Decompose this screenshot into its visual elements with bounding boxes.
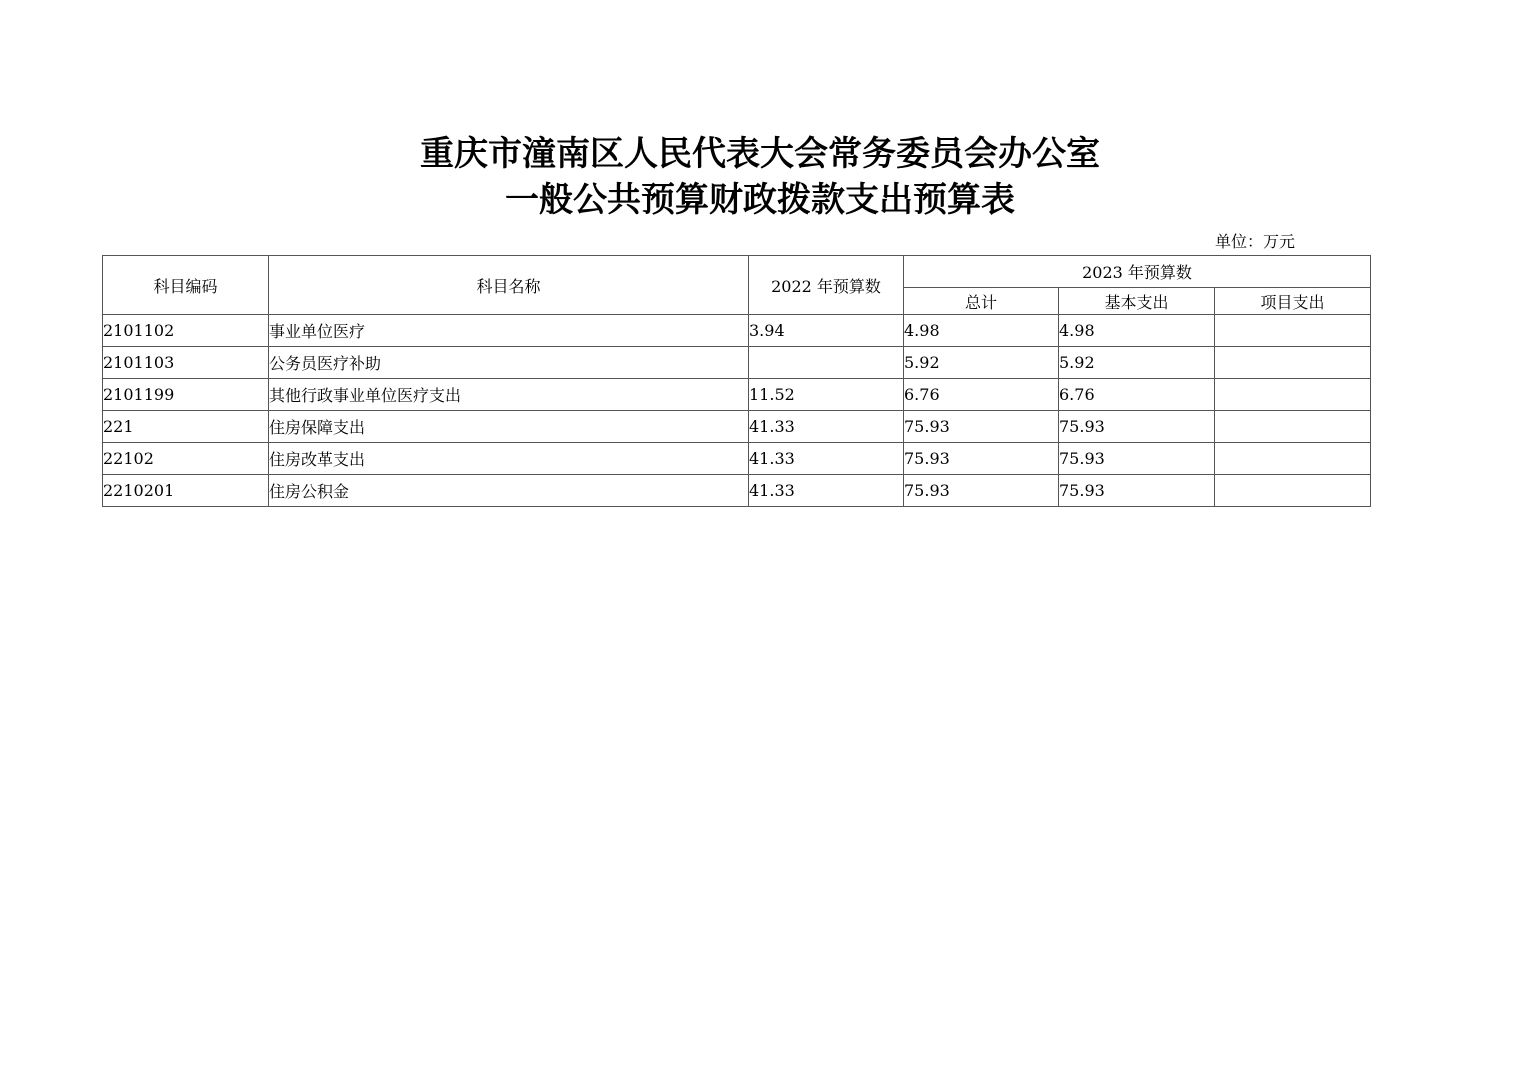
- cell-name: 住房保障支出: [269, 411, 749, 443]
- cell-project: [1215, 379, 1371, 411]
- table-row: [103, 315, 1371, 347]
- cell-name: 住房改革支出: [269, 443, 749, 475]
- cell-code: 22102: [103, 443, 269, 475]
- cell-total: 75.93: [904, 475, 1059, 507]
- header-total: 总计: [904, 288, 1059, 315]
- cell-project: [1215, 411, 1371, 443]
- cell-basic: 4.98: [1059, 315, 1215, 347]
- table-row: [103, 475, 1371, 507]
- cell-basic: 75.93: [1059, 411, 1215, 443]
- header-budget-2023: 2023 年预算数: [904, 256, 1371, 288]
- cell-code: 221: [103, 411, 269, 443]
- cell-basic: 5.92: [1059, 347, 1215, 379]
- cell-budget-2022: 11.52: [749, 379, 904, 411]
- cell-name: 事业单位医疗: [269, 315, 749, 347]
- cell-budget-2022: 41.33: [749, 475, 904, 507]
- cell-code: 2101103: [103, 347, 269, 379]
- cell-project: [1215, 347, 1371, 379]
- cell-project: [1215, 315, 1371, 347]
- cell-budget-2022: [749, 347, 904, 379]
- cell-budget-2022: 3.94: [749, 315, 904, 347]
- budget-table: [102, 255, 1371, 507]
- table-row: [103, 347, 1371, 379]
- cell-project: [1215, 443, 1371, 475]
- header-basic: 基本支出: [1059, 288, 1215, 315]
- document-title-line1: 重庆市潼南区人民代表大会常务委员会办公室: [420, 134, 1100, 174]
- table-row: [103, 411, 1371, 443]
- cell-code: 2210201: [103, 475, 269, 507]
- cell-total: 75.93: [904, 411, 1059, 443]
- unit-label: 单位：万元: [1215, 232, 1296, 251]
- cell-name: 公务员医疗补助: [269, 347, 749, 379]
- cell-total: 6.76: [904, 379, 1059, 411]
- cell-code: 2101102: [103, 315, 269, 347]
- document-title-line2: 一般公共预算财政拨款支出预算表: [505, 180, 1015, 220]
- header-name: 科目名称: [269, 256, 749, 315]
- table-row: [103, 443, 1371, 475]
- header-budget-2022: 2022 年预算数: [749, 256, 904, 315]
- cell-total: 4.98: [904, 315, 1059, 347]
- table-row: [103, 379, 1371, 411]
- header-project: 项目支出: [1215, 288, 1371, 315]
- cell-budget-2022: 41.33: [749, 443, 904, 475]
- cell-budget-2022: 41.33: [749, 411, 904, 443]
- cell-basic: 75.93: [1059, 475, 1215, 507]
- cell-code: 2101199: [103, 379, 269, 411]
- cell-name: 其他行政事业单位医疗支出: [269, 379, 749, 411]
- cell-name: 住房公积金: [269, 475, 749, 507]
- cell-basic: 6.76: [1059, 379, 1215, 411]
- header-code: 科目编码: [103, 256, 269, 315]
- cell-total: 75.93: [904, 443, 1059, 475]
- cell-basic: 75.93: [1059, 443, 1215, 475]
- cell-total: 5.92: [904, 347, 1059, 379]
- cell-project: [1215, 475, 1371, 507]
